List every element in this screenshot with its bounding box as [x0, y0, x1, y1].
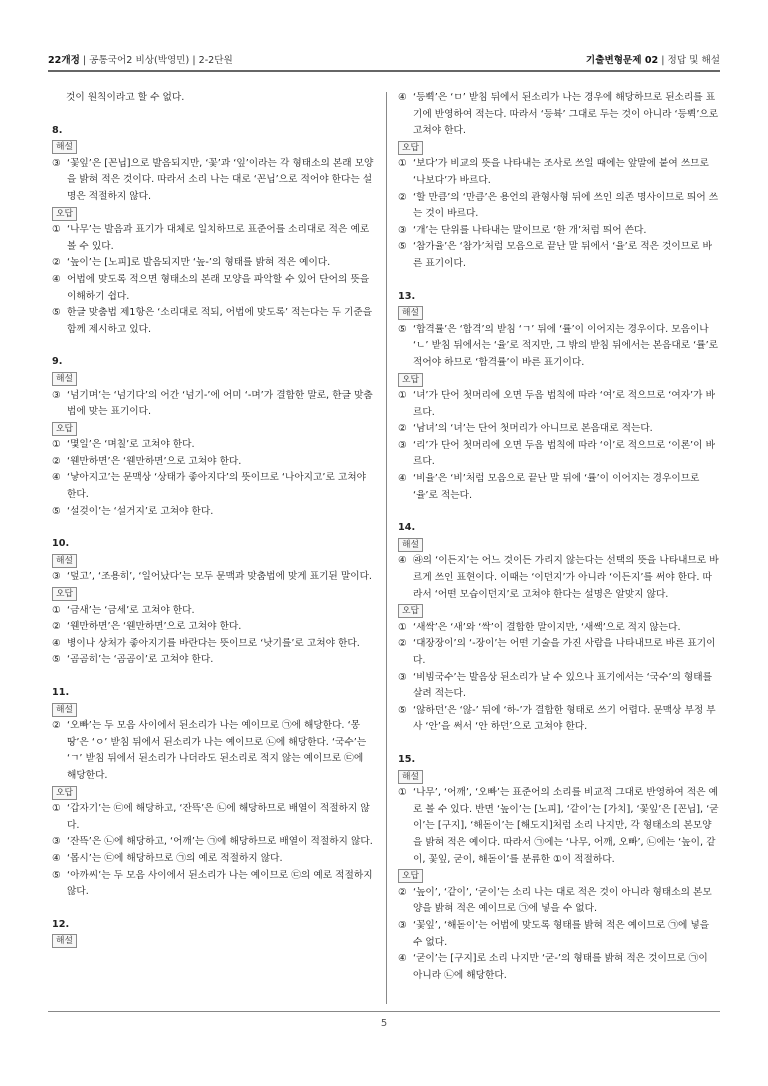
header-right — [586, 52, 720, 66]
answer-item — [52, 652, 374, 669]
answer-item — [52, 470, 374, 503]
item-text: ‘참가율’은 ‘참가’처럼 모음으로 끝난 말 뒤에서 ‘율’로 적은 것이므로 바른 표기이다. — [413, 241, 712, 269]
choice-marker: ① — [52, 803, 61, 815]
choice-marker: ③ — [52, 389, 61, 401]
wrong-answer-tag: 오답 — [52, 587, 77, 601]
item-text: ‘오빠’는 두 모음 사이에서 된소리가 나는 예이므로 ㉠에 해당한다. ‘몽땅’은 ‘ㅇ’ 받침 뒤에서 된소리가 나는 예이므로 ㉡에 해당한다. ‘국수’는 ‘ㄱ’ 받침 뒤에서 된소리가 나더라도 된소리로 적지 않는 예이므로 ㉢에 해당한다. — [67, 720, 367, 781]
wrong-answer-tag: 오답 — [398, 604, 423, 618]
choice-marker: ② — [398, 638, 407, 650]
section-tag-row — [398, 868, 720, 885]
answer-item — [398, 951, 720, 984]
wrong-answer-tag: 오답 — [398, 869, 423, 883]
choice-marker: ③ — [398, 671, 407, 683]
answer-item — [398, 322, 720, 372]
section-tag-row — [398, 603, 720, 620]
choice-marker: ⑤ — [398, 704, 407, 716]
choice-marker: ⑤ — [52, 654, 61, 666]
item-text: ‘않하던’은 ‘않-’ 뒤에 ‘하-’가 결합한 형태로 쓰기 어렵다. 문맥상 부정 부사 ‘안’을 써서 ‘안 하던’으로 고쳐야 한다. — [413, 704, 716, 733]
section-tag-row — [52, 933, 374, 950]
choice-marker: ③ — [398, 224, 407, 236]
item-text: ‘몹시’는 ㉢에 해당하므로 ㉠의 예로 적절하지 않다. — [67, 852, 283, 864]
choice-marker: ④ — [398, 473, 407, 485]
explanation-tag: 해설 — [398, 538, 423, 552]
item-text: ‘대장장이’의 ‘-장이’는 어떤 기술을 가진 사람을 나타내므로 바른 표기이다. — [413, 638, 716, 666]
answer-item — [52, 834, 374, 851]
answer-item — [398, 471, 720, 504]
answer-item — [398, 421, 720, 438]
answer-item — [52, 222, 374, 255]
answer-item — [52, 603, 374, 620]
answer-item — [398, 553, 720, 603]
question-number: 8. — [52, 124, 63, 136]
answer-item — [398, 156, 720, 189]
right-column — [398, 90, 720, 984]
answer-item — [398, 239, 720, 272]
block-spacer — [52, 107, 374, 123]
choice-marker: ③ — [52, 157, 61, 169]
header-left — [48, 52, 233, 66]
answer-item — [52, 619, 374, 636]
wrong-answer-tag: 오답 — [398, 141, 423, 155]
item-text: ‘잔뜩’은 ㉡에 해당하고, ‘어깨’는 ㉠에 해당하므로 배열이 적절하지 않다. — [67, 836, 373, 848]
item-text: ‘넘기며’는 ‘넘기다’의 어간 ‘넘기-’에 어미 ‘-며’가 결합한 말로, 한글 맞춤법에 맞는 표기이다. — [67, 389, 373, 418]
wrong-answer-tag: 오답 — [52, 422, 77, 436]
choice-marker: ① — [398, 158, 407, 170]
answer-item — [398, 223, 720, 240]
choice-marker: ⑤ — [398, 241, 407, 253]
wrong-answer-tag: 오답 — [52, 786, 77, 800]
choice-marker: ⑤ — [398, 323, 407, 335]
choice-marker: ② — [52, 720, 61, 732]
answer-item — [52, 569, 374, 586]
answer-item — [52, 454, 374, 471]
answer-item — [398, 620, 720, 637]
choice-marker: ① — [398, 621, 407, 633]
section-tag-row — [52, 371, 374, 388]
answer-item — [398, 918, 720, 951]
answer-item — [52, 437, 374, 454]
item-text: 병이나 상처가 좋아지기를 바란다는 뜻이므로 ‘낫기를’로 고쳐야 한다. — [67, 637, 360, 649]
section-tag-row — [52, 139, 374, 156]
answer-item — [52, 636, 374, 653]
choice-marker: ① — [52, 439, 61, 451]
explanation-tag: 해설 — [398, 770, 423, 784]
answer-item — [52, 272, 374, 305]
section-tag-row — [52, 206, 374, 223]
answer-item — [52, 868, 374, 901]
section-tag-row — [398, 305, 720, 322]
choice-marker: ③ — [52, 836, 61, 848]
section-tag-row — [398, 769, 720, 786]
item-text: ‘덮고’, ‘조용히’, ‘일어났다’는 모두 문맥과 맞춤법에 맞게 표기된 말이다. — [67, 571, 373, 583]
header-doc-title: 기출변형문제 02 — [585, 55, 659, 66]
choice-marker: ② — [52, 257, 61, 269]
header-divider — [48, 70, 720, 72]
item-text: ㉱의 ‘이든지’는 어느 것이든 가리지 않는다는 선택의 뜻을 나타내므로 바르게 쓰인 표현이다. 이때는 ‘이던지’가 아니라 ‘이든지’를 써야 한다. 따라서 ‘어떤 모습이던지’로 고쳐야 한다는 설명은 알맞지 않다. — [413, 555, 719, 600]
choice-marker: ③ — [398, 439, 407, 451]
item-text: ‘굳이’는 [구지]로 소리 나지만 ‘굳-’의 형태를 밝혀 적은 것이므로 ㉠이 아니라 ㉡에 해당한다. — [413, 953, 708, 981]
item-text: ‘할 만큼’의 ‘만큼’은 용언의 관형사형 뒤에 쓰인 의존 명사이므로 띄어 쓰는 것이 바르다. — [413, 191, 719, 220]
item-text: ‘갑자기’는 ㉢에 해당하고, ‘잔뜩’은 ㉡에 해당하므로 배열이 적절하지 않다. — [67, 803, 370, 831]
choice-marker: ④ — [52, 637, 61, 649]
item-text: ‘꽃잎’, ‘해돋이’는 어법에 맞도록 형태를 밝혀 적은 예이므로 ㉠에 넣을 수 없다. — [413, 919, 710, 948]
choice-marker: ② — [398, 423, 407, 435]
section-tag-row — [52, 553, 374, 570]
answer-item — [398, 785, 720, 868]
item-text: 한글 맞춤법 제1항은 ‘소리대로 적되, 어법에 맞도록’ 적는다는 두 기준을 함께 제시하고 있다. — [67, 307, 373, 335]
block-spacer — [52, 520, 374, 536]
item-text: ‘등쀡’은 ‘ㅁ’ 받침 뒤에서 된소리가 나는 경우에 해당하므로 된소리를 표기에 반영하여 적는다. 따라서 ‘등뷱’ 그대로 두는 것이 아니라 ‘등쀡’으로 고쳐야 한다. — [413, 92, 719, 137]
choice-marker: ① — [52, 604, 61, 616]
answer-item — [398, 670, 720, 703]
section-tag-row — [398, 140, 720, 157]
item-text: ‘낳아지고’는 문맥상 ‘상태가 좋아지다’의 뜻이므로 ‘나아지고’로 고쳐야 한다. — [67, 472, 366, 501]
wrong-answer-tag: 오답 — [398, 373, 423, 387]
choice-marker: ④ — [52, 852, 61, 864]
block-spacer — [398, 736, 720, 752]
header-doc-subtitle: | 정답 및 해설 — [658, 55, 720, 66]
answer-item — [398, 885, 720, 918]
item-text: ‘아까씨’는 두 모음 사이에서 된소리가 나는 예이므로 ㉢의 예로 적절하지 않다. — [67, 869, 373, 898]
section-tag-row — [398, 372, 720, 389]
question-number: 13. — [398, 290, 416, 302]
wrong-answer-tag: 오답 — [52, 207, 77, 221]
answer-item — [398, 703, 720, 736]
question-number: 15. — [398, 753, 416, 765]
header-course-info: | 공통국어2 비상(박영민) | 2-2단원 — [79, 55, 233, 66]
choice-marker: ③ — [52, 571, 61, 583]
item-text: ‘높이’는 [노피]로 발음되지만 ‘높-’의 형태를 밝혀 적은 예이다. — [67, 257, 331, 269]
answer-item — [398, 636, 720, 669]
answer-item — [398, 438, 720, 471]
explanation-tag: 해설 — [52, 140, 77, 154]
block-spacer — [398, 504, 720, 520]
block-spacer — [52, 901, 374, 917]
choice-marker: ④ — [398, 953, 407, 965]
choice-marker: ② — [52, 621, 61, 633]
block-spacer — [52, 338, 374, 354]
choice-marker: ④ — [52, 273, 61, 285]
answer-item — [52, 255, 374, 272]
item-text: ‘곰곰히’는 ‘곰곰이’로 고쳐야 한다. — [67, 654, 214, 666]
item-text: ‘녀’가 단어 첫머리에 오면 두음 법칙에 따라 ‘여’로 적으므로 ‘여자’가 바르다. — [413, 390, 715, 418]
choice-marker: ⑤ — [52, 869, 61, 881]
item-text: ‘리’가 단어 첫머리에 오면 두음 법칙에 따라 ‘이’로 적으므로 ‘이론’이 바르다. — [413, 439, 715, 468]
item-text: ‘보다’가 비교의 뜻을 나타내는 조사로 쓰일 때에는 앞말에 붙여 쓰므로 ‘나보다’가 바르다. — [413, 158, 709, 186]
question-number: 12. — [52, 918, 70, 930]
choice-marker: ① — [398, 787, 407, 799]
answer-item — [398, 388, 720, 421]
section-tag-row — [52, 785, 374, 802]
question-number: 14. — [398, 522, 416, 534]
answer-item — [398, 190, 720, 223]
item-text: ‘비율’은 ‘비’처럼 모음으로 끝난 말 뒤에 ‘률’이 이어지는 경우이므로 ‘율’로 적는다. — [413, 473, 700, 501]
left-column — [52, 90, 374, 950]
item-text: ‘개’는 단위를 나타내는 말이므로 ‘한 개’처럼 띄어 쓴다. — [413, 224, 647, 236]
choice-marker: ③ — [398, 919, 407, 931]
section-tag-row — [398, 537, 720, 554]
explanation-tag: 해설 — [52, 703, 77, 717]
answer-item — [52, 851, 374, 868]
question-number: 10. — [52, 538, 70, 550]
section-tag-row — [52, 702, 374, 719]
choice-marker: ⑤ — [52, 505, 61, 517]
section-tag-row — [52, 586, 374, 603]
question-number: 11. — [52, 687, 70, 698]
answer-item — [52, 801, 374, 834]
explanation-tag: 해설 — [52, 372, 77, 386]
page-number: 5 — [380, 1018, 388, 1029]
continued-text: 것이 원칙이라고 할 수 없다. — [66, 92, 185, 103]
item-text: ‘설겆이’는 ‘설거지’로 고쳐야 한다. — [67, 505, 214, 517]
column-divider — [386, 92, 387, 1004]
item-text: ‘웬만하면’은 ‘웬만하면’으로 고쳐야 한다. — [67, 621, 242, 633]
item-text: ‘새싹’은 ‘새’와 ‘싹’이 결합한 말이지만, ‘새쌕’으로 적지 않는다. — [413, 621, 681, 633]
choice-marker: ② — [398, 886, 407, 898]
choice-marker: ④ — [398, 555, 407, 567]
item-text: ‘높이’, ‘같이’, ‘굳이’는 소리 나는 대로 적은 것이 아니라 형태소의 본모양을 밝혀 적은 예이므로 ㉠에 넣을 수 없다. — [413, 886, 712, 915]
item-text: ‘나무’, ‘어깨’, ‘오빠’는 표준어의 소리를 비교적 그대로 반영하여 적은 예로 볼 수 있다. 반면 ‘높이’는 [노피], ‘같이’는 [가치], ‘꽃잎’은 [꼰닙], ‘굳이’는 [구지], ‘해돋이’는 [해도지]처럼 소리 나지만, 각 형태소의 본모양을 밝혀 적은 예이다. 따라서 ㉠에는 ‘나무, 어깨, 오빠’, ㉡에는 ‘높이, 같이, 꽃잎, 굳이, 해돋이’를 분류한 ①이 적절하다. — [413, 787, 719, 865]
choice-marker: ④ — [398, 92, 407, 103]
choice-marker: ② — [52, 455, 61, 467]
item-text: ‘금새’는 ‘금세’로 고쳐야 한다. — [67, 604, 195, 616]
choice-marker: ① — [398, 390, 407, 402]
explanation-tag: 해설 — [398, 306, 423, 320]
choice-marker: ② — [398, 191, 407, 203]
answer-item — [398, 90, 720, 140]
choice-marker: ⑤ — [52, 307, 61, 319]
section-tag-row — [52, 421, 374, 438]
block-spacer — [52, 669, 374, 685]
item-text: ‘남녀’의 ‘녀’는 단어 첫머리가 아니므로 본음대로 적는다. — [413, 423, 653, 435]
explanation-tag: 해설 — [52, 934, 77, 948]
item-text: ‘나무’는 발음과 표기가 대체로 일치하므로 표준어를 소리대로 적은 예로 볼 수 있다. — [67, 224, 370, 252]
item-text: ‘합격률’은 ‘합격’의 받침 ‘ㄱ’ 뒤에 ‘률’이 이어지는 경우이다. 모음이나 ‘ㄴ’ 받침 뒤에서는 ‘율’로 적지만, 그 밖의 받침 뒤에서는 본음대로 ‘률’로 적어야 하므로 ‘합격률’이 바른 표기이다. — [413, 323, 719, 368]
answer-item — [52, 156, 374, 206]
explanation-tag: 해설 — [52, 554, 77, 568]
item-text: ‘웬만하면’은 ‘웬만하면’으로 고쳐야 한다. — [67, 455, 242, 467]
choice-marker: ④ — [52, 472, 61, 484]
block-spacer — [398, 273, 720, 289]
item-text: ‘비빔국수’는 발음상 된소리가 날 수 있으나 표기에서는 ‘국수’의 형태를 살려 적는다. — [413, 671, 712, 700]
page-header — [48, 52, 720, 68]
header-course-code: 22개정 — [48, 55, 80, 66]
choice-marker: ① — [52, 224, 61, 236]
item-text: 어법에 맞도록 적으면 형태소의 본래 모양을 파악할 수 있어 단어의 뜻을 이해하기 쉽다. — [67, 273, 370, 302]
answer-item — [52, 388, 374, 421]
answer-item — [52, 718, 374, 784]
answer-item — [52, 504, 374, 521]
item-text: ‘꽃잎’은 [꼰닙]으로 발음되지만, ‘꽃’과 ‘잎’이라는 각 형태소의 본래 모양을 밝혀 적은 것이다. 따라서 소리 나는 대로 ‘꼰닙’으로 적어야 한다는 설명은 적절하지 않다. — [67, 157, 374, 202]
question-number: 9. — [52, 356, 63, 368]
item-text: ‘몇일’은 ‘며칠’로 고쳐야 한다. — [67, 439, 195, 451]
answer-item — [52, 305, 374, 338]
footer-divider — [48, 1011, 720, 1012]
